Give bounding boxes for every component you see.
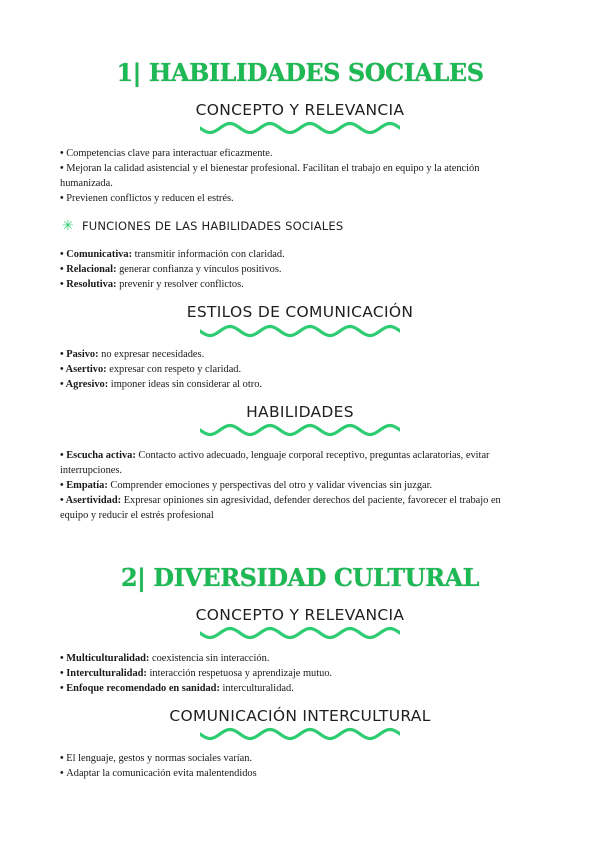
list-item: [60, 146, 530, 161]
comunicacion-list: [60, 751, 530, 781]
list-item-term: Resolutiva:: [66, 279, 117, 290]
wave-line: [200, 426, 400, 435]
list-item-term: Asertividad:: [65, 495, 122, 506]
list-item-term: Asertivo:: [65, 364, 107, 375]
habilidades-list: [60, 448, 530, 523]
wave-line: [200, 124, 400, 133]
funciones-list: [60, 247, 530, 292]
list-item: [60, 191, 530, 206]
list-item: [60, 362, 530, 377]
list-item-text: interacción respetuosa y aprendizaje mutuo.: [146, 668, 333, 679]
wave-line: [200, 629, 400, 638]
wave-divider: [0, 421, 600, 443]
list-item-term: Multiculturalidad:: [66, 653, 150, 664]
list-item-text: transmitir información con claridad.: [132, 249, 285, 260]
list-item-text: Comprender emociones y perspectivas del otro y validar vivencias sin juzgar.: [107, 480, 433, 491]
wave-divider: [0, 119, 600, 141]
list-item-term: Empatía:: [66, 480, 108, 491]
list-item: [60, 262, 530, 277]
list-item: [60, 493, 530, 523]
wave-divider: [0, 725, 600, 747]
section-1-title: 1| HABILIDADES SOCIALES: [116, 58, 484, 87]
wave-line: [200, 327, 400, 336]
list-item: [60, 766, 530, 781]
estilos-list: [60, 347, 530, 392]
list-item-text: Expresar opiniones sin agresividad, defender derechos del paciente, favorecer el trabajo en equipo y reducir el estrés profesional: [60, 495, 501, 521]
wave-line: [200, 730, 400, 739]
list-item-text: Mejoran la calidad asistencial y el bienestar profesional. Facilitan el trabajo en equipo y la atención humanizada.: [60, 163, 480, 189]
list-item-text: expresar con respeto y claridad.: [106, 364, 242, 375]
list-item: [60, 478, 530, 493]
funciones-heading-label: FUNCIONES DE LAS HABILIDADES SOCIALES: [81, 219, 344, 233]
list-item-text: generar confianza y vínculos positivos.: [116, 264, 282, 275]
list-item-text: interculturalidad.: [219, 683, 294, 694]
list-item: [60, 448, 530, 478]
list-item-text: coexistencia sin interacción.: [149, 653, 270, 664]
list-item: [60, 681, 530, 696]
concepto-list: [60, 146, 530, 206]
list-item: [60, 247, 530, 262]
section-2-title: 2| DIVERSIDAD CULTURAL: [120, 563, 480, 592]
list-item-text: Previenen conflictos y reducen el estrés.: [66, 193, 234, 204]
list-item: [60, 161, 530, 191]
concepto2-list: [60, 651, 530, 696]
list-item-text: no expresar necesidades.: [98, 349, 205, 360]
star-icon: ✳: [62, 218, 74, 234]
concepto2-heading: CONCEPTO Y RELEVANCIA: [195, 606, 405, 624]
list-item-text: Contacto activo adecuado, lenguaje corporal receptivo, preguntas aclaratorias, evitar interrupciones.: [60, 450, 490, 476]
habilidades-heading: HABILIDADES: [246, 403, 354, 421]
list-item: [60, 666, 530, 681]
list-item-term: Relacional:: [66, 264, 117, 275]
list-item-text: Competencias clave para interactuar eficazmente.: [66, 148, 273, 159]
list-item: [60, 751, 530, 766]
list-item: [60, 277, 530, 292]
list-item-term: Pasivo:: [66, 349, 99, 360]
list-item-text: imponer ideas sin considerar al otro.: [108, 379, 262, 390]
concepto-heading: CONCEPTO Y RELEVANCIA: [195, 101, 405, 119]
list-item-term: Enfoque recomendado en sanidad:: [66, 683, 220, 694]
list-item-text: prevenir y resolver conflictos.: [116, 279, 244, 290]
list-item-term: Comunicativa:: [66, 249, 133, 260]
estilos-heading: ESTILOS DE COMUNICACIÓN: [186, 303, 414, 321]
wave-divider: [0, 322, 600, 344]
comunicacion-heading: COMUNICACIÓN INTERCULTURAL: [169, 707, 431, 725]
list-item: [60, 347, 530, 362]
list-item: [60, 651, 530, 666]
list-item-term: Interculturalidad:: [66, 668, 147, 679]
funciones-heading: [62, 219, 343, 233]
list-item: [60, 377, 530, 392]
list-item-text: El lenguaje, gestos y normas sociales varían.: [66, 753, 253, 764]
list-item-term: Escucha activa:: [66, 450, 136, 461]
list-item-term: Agresivo:: [65, 379, 109, 390]
wave-divider: [0, 624, 600, 646]
list-item-text: Adaptar la comunicación evita malentendidos: [66, 768, 257, 779]
